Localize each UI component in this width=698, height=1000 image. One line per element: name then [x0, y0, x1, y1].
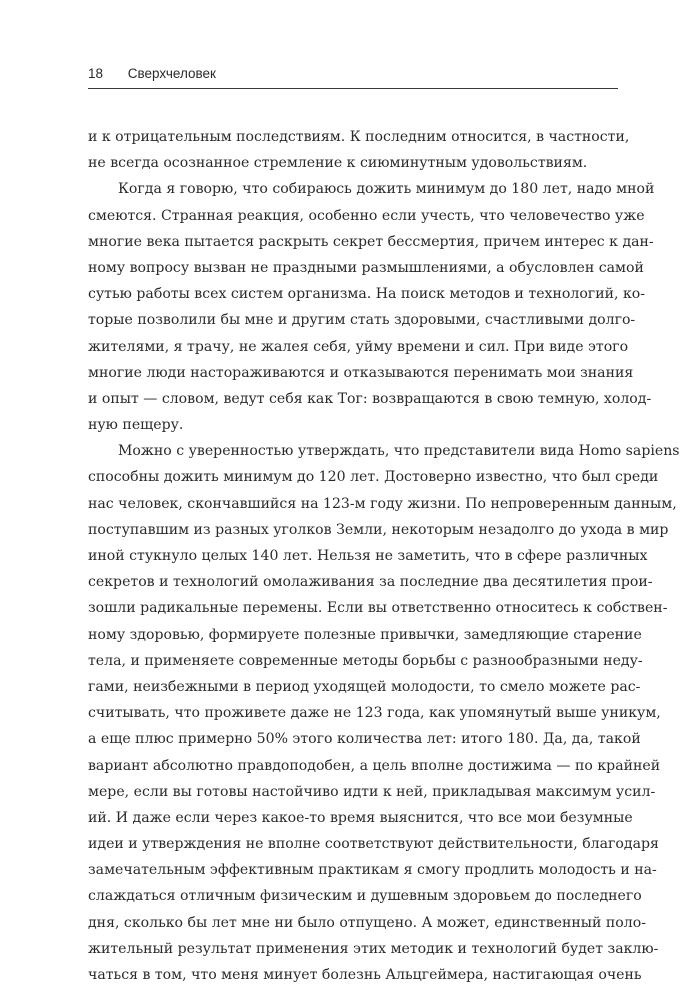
text-line: ную пещеру. [88, 417, 184, 434]
text-line: многие века пытается раскрыть секрет бессмертия, причем интерес к дан- [88, 233, 654, 250]
text-line: чаться в том, что меня минует болезнь Альцгеймера, настигающая очень [88, 967, 642, 983]
text-line: и опыт — словом, ведут себя как Тог: возвращаются в свою темную, холод- [88, 390, 652, 407]
text-line: дня, сколько бы лет мне ни было отпущено. А может, единственный поло- [88, 914, 646, 931]
text-line: а еще плюс примерно 50% этого количества лет: итого 180. Да, да, такой [88, 731, 641, 748]
text-line: мере, если вы готовы настойчиво идти к ней, прикладывая максимум усил- [88, 783, 656, 800]
text-line: идеи и утверждения не вполне соответствуют действительности, благодаря [88, 836, 659, 853]
text-line: считывать, что проживете даже не 123 года, как упомянутый выше уникум, [88, 705, 661, 722]
text-line: торые позволили бы мне и другим стать здоровыми, счастливыми долго- [88, 312, 636, 329]
text-line: гами, неизбежными в период уходящей молодости, то смело можете рас- [88, 678, 641, 695]
text-line: поступавшим из разных уголков Земли, некоторым незадолго до ухода в мир [88, 521, 669, 538]
text-line: сутью работы всех систем организма. На поиск методов и технологий, ко- [88, 286, 645, 303]
text-line: жителями, я трачу, не жалея себя, уйму времени и сил. При виде этого [88, 338, 629, 355]
text-line: зошли радикальные перемены. Если вы ответственно относитесь к собствен- [88, 600, 668, 617]
text-line: секретов и технологий омолаживания за последние два десятилетия прои- [88, 574, 653, 591]
header-rule [88, 88, 618, 89]
text-line: иной стукнуло целых 140 лет. Нельзя не заметить, что в сфере различных [88, 548, 648, 564]
text-line: не всегда осознанное стремление к сиюминутным удовольствиям. [88, 155, 588, 172]
running-head [88, 66, 618, 88]
text-line: Можно с уверенностью утверждать, что представители вида Homo sapiens [118, 443, 680, 460]
body-text [88, 124, 680, 988]
text-line: нас человек, скончавшийся на 123-м году жизни. По непроверенным данным, [88, 495, 677, 512]
text-line: тела, и применяете современные методы борьбы с разнообразными неду- [88, 652, 643, 669]
text-line: ному вопросу вызван не праздными размышлениями, а обусловлен самой [88, 259, 644, 276]
text-line: Когда я говорю, что собираюсь дожить минимум до 180 лет, надо мной [118, 181, 655, 198]
text-line: жительный результат применения этих методик и технологий будет заклю- [88, 940, 659, 957]
text-line: многие люди настораживаются и отказываются перенимать мои знания [88, 364, 634, 381]
text-line: замечательным эффективным практикам я смогу продлить молодость и на- [88, 862, 657, 879]
text-line: смеются. Странная реакция, особенно если учесть, что человечество уже [88, 207, 645, 224]
text-line: вариант абсолютно правдоподобен, а цель вполне достижима — по крайней [88, 757, 661, 774]
page-number: 18 [88, 66, 104, 81]
text-line: слаждаться отличным физическим и душевным здоровьем до последнего [88, 888, 642, 905]
text-line: и к отрицательным последствиям. К последним относится, в частности, [88, 129, 630, 145]
text-line: способны дожить минимум до 120 лет. Достоверно известно, что был среди [88, 469, 659, 486]
text-line: ий. И даже если через какое-то время выяснится, что все мои безумные [88, 809, 633, 826]
book-title: Сверхчеловек [127, 66, 216, 81]
text-line: ному здоровью, формируете полезные привычки, замедляющие старение [88, 626, 642, 643]
